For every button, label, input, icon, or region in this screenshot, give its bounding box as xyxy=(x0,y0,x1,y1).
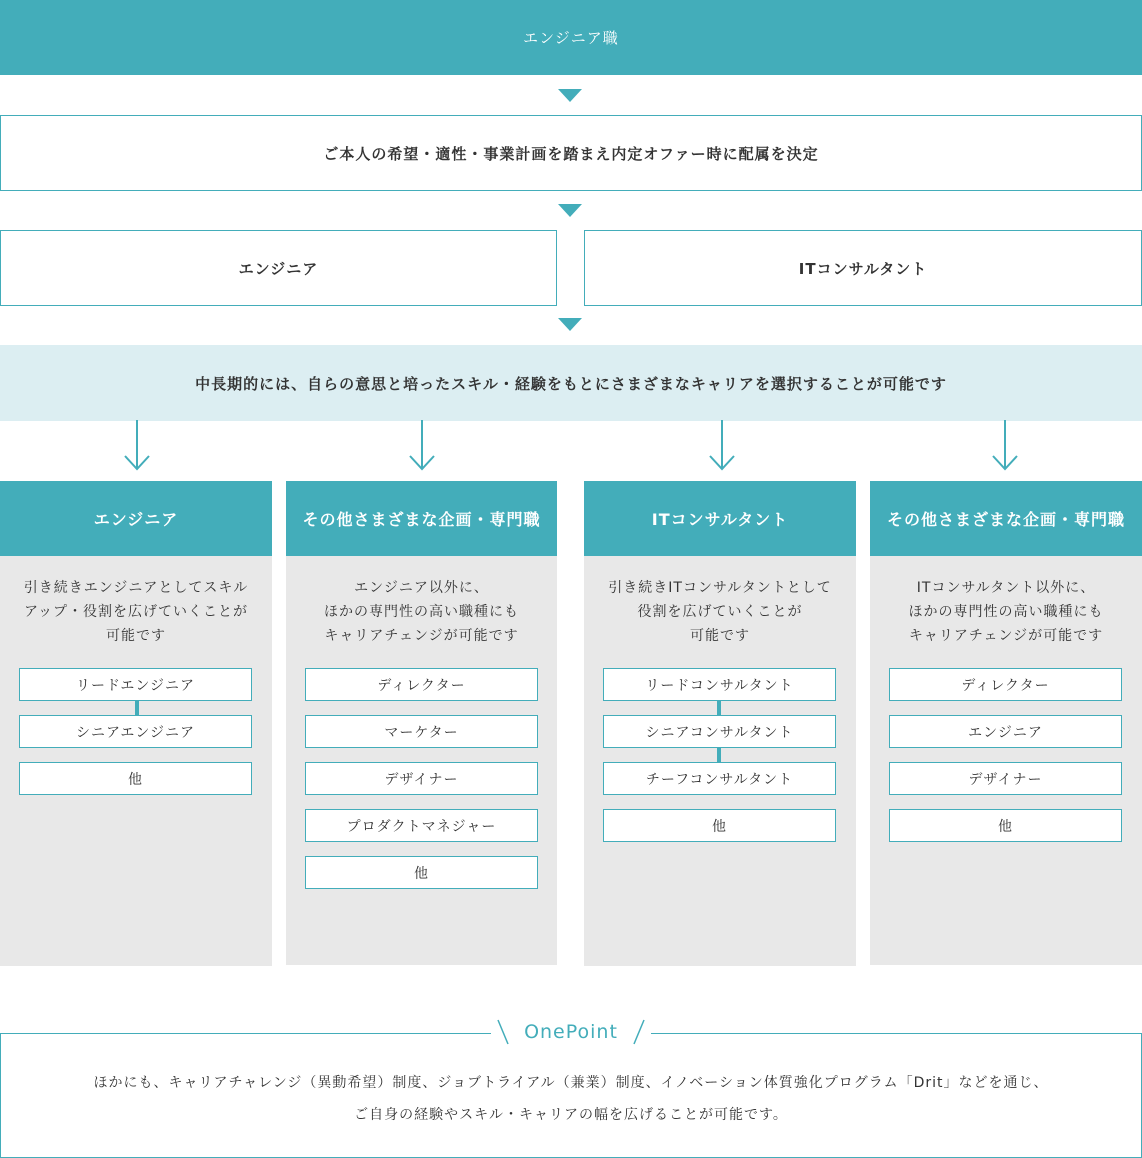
connector-line xyxy=(717,701,721,715)
role-item: ディレクター xyxy=(889,668,1122,701)
top-title-bar xyxy=(0,0,1142,75)
role-item: シニアエンジニア xyxy=(19,715,252,748)
role-item: 他 xyxy=(603,809,836,842)
description-line: キャリアチェンジが可能です xyxy=(908,628,1104,644)
description-line: 可能です xyxy=(106,628,166,644)
career-column-it-consultant xyxy=(584,481,856,966)
description-line: 役割を広げていくことが xyxy=(637,604,803,620)
down-triangle-icon xyxy=(558,204,582,217)
slash-left-icon xyxy=(496,1019,510,1045)
down-arrow-icon xyxy=(408,420,436,472)
down-arrow-icon xyxy=(708,420,736,472)
down-triangle-icon xyxy=(558,318,582,331)
description-line: 引き続きITコンサルタントとして xyxy=(608,580,832,596)
column-description xyxy=(594,576,846,648)
role-item: 他 xyxy=(889,809,1122,842)
column-title: その他さまざまな企画・専門職 xyxy=(870,481,1142,556)
long-term-career-band xyxy=(0,345,1142,421)
description-line: アップ・役割を広げていくことが xyxy=(23,604,249,620)
top-title-text: エンジニア職 xyxy=(523,29,619,47)
placement-decision-box xyxy=(0,115,1142,191)
onepoint-title-text: OnePoint xyxy=(524,1021,618,1043)
description-line: エンジニア以外に、 xyxy=(354,580,489,596)
column-description xyxy=(10,576,262,648)
role-item: エンジニア xyxy=(889,715,1122,748)
role-item: マーケター xyxy=(305,715,538,748)
track-it-consultant-box xyxy=(584,230,1142,306)
column-description xyxy=(880,576,1132,648)
column-title: エンジニア xyxy=(0,481,272,556)
role-item: 他 xyxy=(19,762,252,795)
role-item: デザイナー xyxy=(305,762,538,795)
role-item: チーフコンサルタント xyxy=(603,762,836,795)
column-description xyxy=(296,576,547,648)
column-title: ITコンサルタント xyxy=(584,481,856,556)
role-item: 他 xyxy=(305,856,538,889)
long-term-career-text: 中長期的には、自らの意思と培ったスキル・経験をもとにさまざまなキャリアを選択することが可能です xyxy=(195,374,947,393)
role-item: シニアコンサルタント xyxy=(603,715,836,748)
role-item: リードコンサルタント xyxy=(603,668,836,701)
connector-line xyxy=(717,748,721,762)
onepoint-text-line: ほかにも、キャリアチャレンジ（異動希望）制度、ジョブトライアル（兼業）制度、イノベーション体質強化プログラム「Drit」などを通じ、 xyxy=(93,1075,1049,1091)
description-line: 可能です xyxy=(690,628,750,644)
role-item: ディレクター xyxy=(305,668,538,701)
description-line: キャリアチェンジが可能です xyxy=(324,628,519,644)
description-line: ほかの専門性の高い職種にも xyxy=(324,604,519,620)
career-column-other-specialist xyxy=(286,481,557,965)
slash-right-icon xyxy=(632,1019,646,1045)
description-line: ほかの専門性の高い職種にも xyxy=(908,604,1104,620)
role-item: プロダクトマネジャー xyxy=(305,809,538,842)
onepoint-box xyxy=(0,1033,1142,1158)
onepoint-text-line: ご自身の経験やスキル・キャリアの幅を広げることが可能です。 xyxy=(354,1107,788,1123)
down-triangle-icon xyxy=(558,89,582,102)
description-line: 引き続きエンジニアとしてスキル xyxy=(23,580,249,596)
onepoint-title xyxy=(491,1014,651,1050)
description-line: ITコンサルタント以外に、 xyxy=(916,580,1096,596)
role-item: デザイナー xyxy=(889,762,1122,795)
down-arrow-icon xyxy=(991,420,1019,472)
down-arrow-icon xyxy=(123,420,151,472)
track-engineer-box xyxy=(0,230,557,306)
role-item: リードエンジニア xyxy=(19,668,252,701)
career-column-engineer xyxy=(0,481,272,966)
connector-line xyxy=(135,701,139,715)
column-title: その他さまざまな企画・専門職 xyxy=(286,481,557,556)
track-it-consultant-label: ITコンサルタント xyxy=(798,259,928,278)
placement-decision-text: ご本人の希望・適性・事業計画を踏まえ内定オファー時に配属を決定 xyxy=(323,144,819,163)
track-engineer-label: エンジニア xyxy=(238,259,319,278)
career-column-other-specialist-consultant xyxy=(870,481,1142,965)
